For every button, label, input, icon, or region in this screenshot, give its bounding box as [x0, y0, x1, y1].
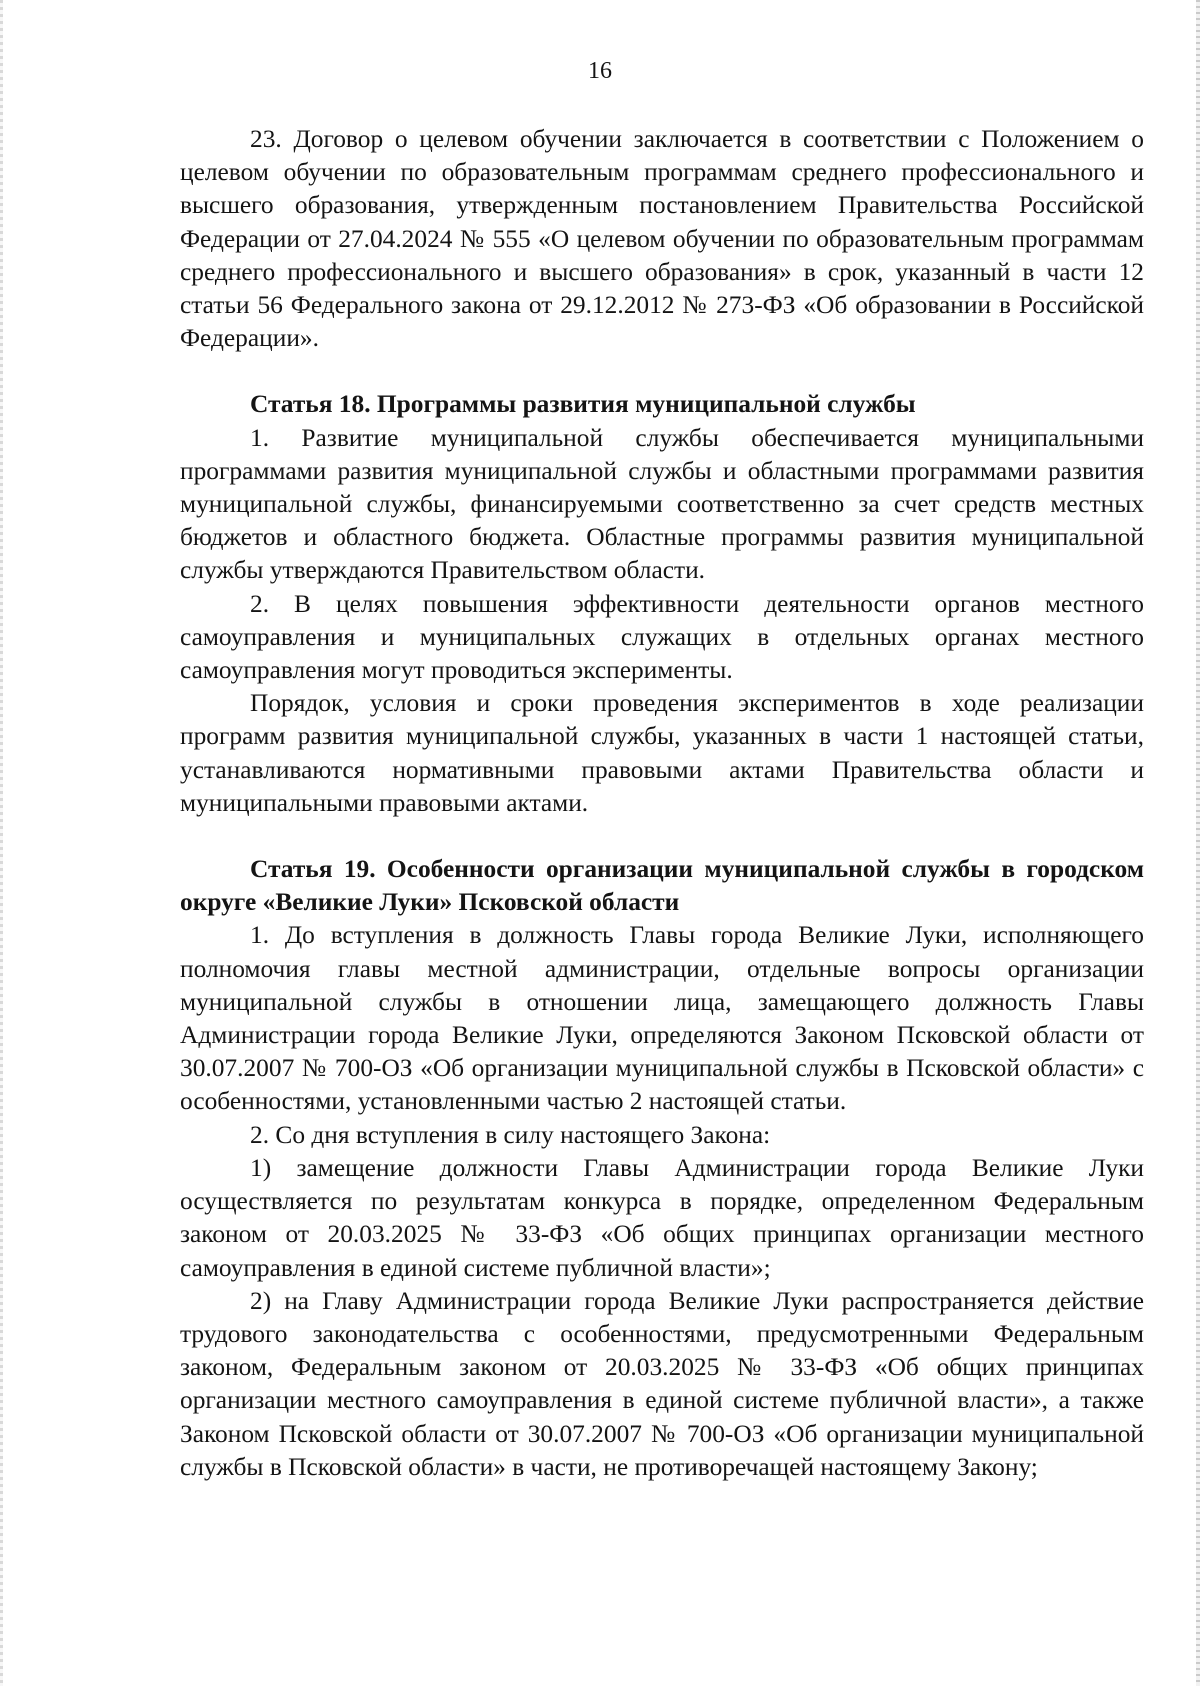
article-19-part-2-item-2: 2) на Главу Администрации города Великие Луки распространяется действие трудового законодательства с особенностями, предусмотренными Федеральным законом, Федеральным законом от 20.03.2025 № 33-ФЗ «Об общих принципах организации местного самоуправления в единой системе публичной власти», а также Законом Псковской области от 30.07.2007 № 700-ОЗ «Об организации муниципальной службы в Псковской области» в части, не противоречащей настоящему Закону;: [180, 1286, 1144, 1481]
scan-edge-right: [1196, 0, 1200, 1686]
paragraph-23: 23. Договор о целевом обучении заключается в соответствии с Положением о целевом обучении по образовательным программам среднего профессионального и высшего образования, утвержденным постановлением Правительства Российской Федерации от 27.04.2024 № 555 «О целевом обучении по образовательным программам среднего профессионального и высшего образования» в срок, указанный в части 12 статьи 56 Федерального закона от 29.12.2012 № 273-ФЗ «Об образовании в Российской Федерации».: [180, 125, 1144, 353]
article-18-heading: Статья 18. Программы развития муниципальной службы: [250, 390, 916, 419]
article-19-part-2-item-1: 1) замещение должности Главы Администрации города Великие Луки осуществляется по результатам конкурса в порядке, определенном Федеральным законом от 20.03.2025 № 33-ФЗ «Об общих принципах организации местного самоуправления в единой системе публичной власти»;: [180, 1153, 1144, 1282]
article-19-part-2: 2. Со дня вступления в силу настоящего Закона:: [250, 1120, 771, 1149]
document-body: [180, 123, 1144, 1484]
section-spacer: [180, 355, 1144, 388]
article-18-part-2-order: Порядок, условия и сроки проведения экспериментов в ходе реализации программ развития муниципальной службы, указанных в части 1 настоящей статьи, устанавливаются нормативными правовыми актами Правительства области и муниципальными правовыми актами.: [180, 689, 1144, 817]
section-spacer: [180, 820, 1144, 853]
article-19-heading: Статья 19. Особенности организации муниципальной службы в городском округе «Великие Луки» Псковской области: [180, 855, 1144, 917]
page-number: 16: [588, 58, 612, 84]
article-18-part-2: 2. В целях повышения эффективности деятельности органов местного самоуправления и муниципальных служащих в отдельных органах местного самоуправления могут проводиться эксперименты.: [180, 589, 1144, 685]
article-19-part-1: 1. До вступления в должность Главы города Великие Луки, исполняющего полномочия главы местной администрации, отдельные вопросы организации муниципальной службы в отношении лица, замещающего должность Главы Администрации города Великие Луки, определяются Законом Псковской области от 30.07.2007 № 700-ОЗ «Об организации муниципальной службы в Псковской области» с особенностями, установленными частью 2 настоящей статьи.: [180, 921, 1144, 1116]
article-18-part-1: 1. Развитие муниципальной службы обеспечивается муниципальными программами развития муниципальной службы и областными программами развития муниципальной службы, финансируемыми соответственно за счет средств местных бюджетов и областного бюджета. Областные программы развития муниципальной службы утверждаются Правительством области.: [180, 423, 1144, 585]
scan-edge-left: [0, 0, 3, 1686]
